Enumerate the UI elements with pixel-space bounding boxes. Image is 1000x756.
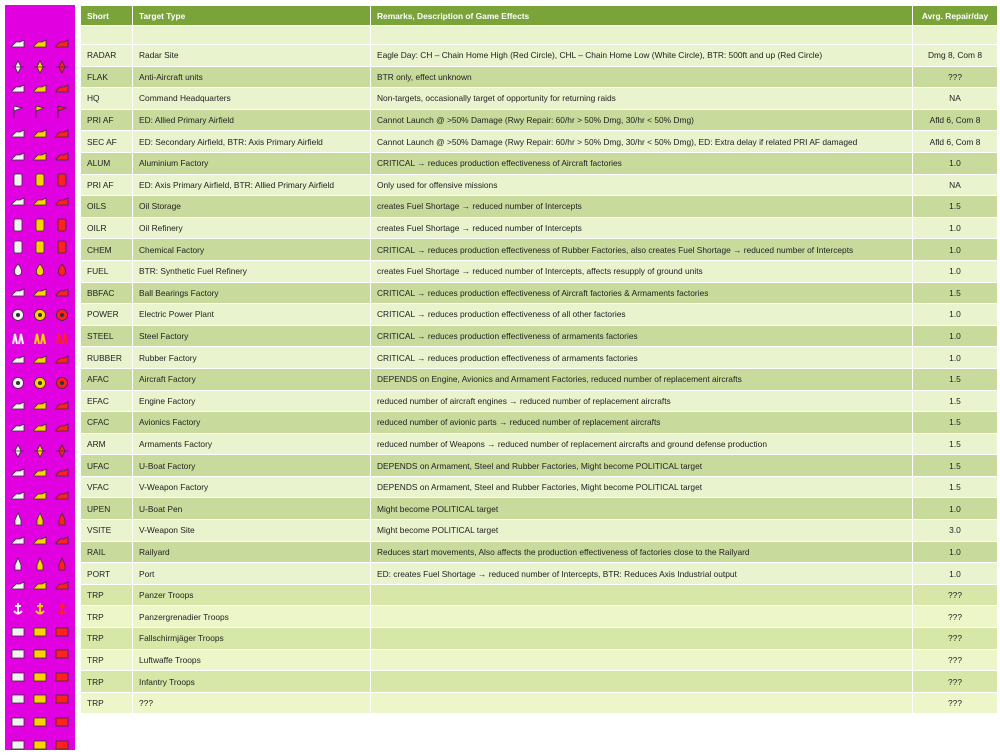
header-target-type: Target Type <box>133 6 370 25</box>
icon-row <box>5 56 75 79</box>
cell-remarks: Non-targets, occasionally target of opportunity for returning raids <box>371 88 912 109</box>
vweapon-factory-icon <box>11 512 25 526</box>
cell-remarks: BTR only, effect unknown <box>371 67 912 88</box>
cell-target-type: U-Boat Factory <box>133 455 370 476</box>
cell-remarks: creates Fuel Shortage → reduced number of Intercepts <box>371 196 912 217</box>
aluminium-barrel-icon <box>55 173 69 187</box>
airfield-aircraft-icon <box>11 195 25 209</box>
cell-repair: 1.5 <box>913 412 997 433</box>
cell-short: UPEN <box>81 498 132 519</box>
vweapon-site-icon <box>33 557 47 571</box>
uboat-pen-icon <box>11 534 25 548</box>
aircraft-icon <box>33 37 47 51</box>
avionics-icon <box>55 444 69 458</box>
table-row <box>81 520 997 541</box>
infantry-troops-icon <box>33 715 47 729</box>
cell-repair: Dmg 8, Com 8 <box>913 45 997 66</box>
cell-target-type: Ball Bearings Factory <box>133 283 370 304</box>
aircraft-icon <box>55 37 69 51</box>
cell-repair: ??? <box>913 671 997 692</box>
ball-bearing-icon <box>11 308 25 322</box>
cell-remarks: Reduces start movements, Also affects the production effectiveness of factories close to the Railyard <box>371 542 912 563</box>
cell-repair: 1.0 <box>913 563 997 584</box>
vweapon-factory-icon <box>33 512 47 526</box>
fuel-icon <box>33 286 47 300</box>
oil-storage-icon <box>11 218 25 232</box>
icon-row <box>5 101 75 124</box>
table-row <box>81 434 997 455</box>
cell-target-type: Aluminium Factory <box>133 153 370 174</box>
unknown-troops-icon <box>55 738 69 752</box>
cell-target-type: Oil Storage <box>133 196 370 217</box>
cell-remarks: CRITICAL → reduces production effectiveness of Rubber Factories, also creates Fuel Shortage → reduced number of Intercepts <box>371 239 912 260</box>
cell-short: TRP <box>81 585 132 606</box>
table-row <box>81 477 997 498</box>
table-row <box>81 26 997 44</box>
icon-row <box>5 191 75 214</box>
cell-short: STEEL <box>81 326 132 347</box>
cell-target-type: Port <box>133 563 370 584</box>
uboat-pen-icon <box>33 534 47 548</box>
cell-short: AFAC <box>81 369 132 390</box>
avionics-icon <box>33 444 47 458</box>
icon-row <box>5 327 75 350</box>
cell-short: CFAC <box>81 412 132 433</box>
table-row <box>81 88 997 109</box>
fallschirmjaeger-troops-icon <box>11 670 25 684</box>
cell-short: PRI AF <box>81 110 132 131</box>
cell-short: TRP <box>81 693 132 714</box>
engine-factory-icon <box>33 421 47 435</box>
cell-remarks: DEPENDS on Engine, Avionics and Armament Factories, reduced number of replacement aircrafts <box>371 369 912 390</box>
cell-short: ALUM <box>81 153 132 174</box>
icon-row <box>5 417 75 440</box>
cell-short: RAIL <box>81 542 132 563</box>
panzer-troops-icon <box>11 625 25 639</box>
cell-short: OILR <box>81 218 132 239</box>
table-row <box>81 650 997 671</box>
cell-remarks: Only used for offensive missions <box>371 175 912 196</box>
hq-flag-icon <box>55 105 69 119</box>
railyard-icon <box>55 579 69 593</box>
cell-repair: ??? <box>913 606 997 627</box>
table-row <box>81 455 997 476</box>
target-icon-column <box>5 5 75 750</box>
aircraft-factory-icon <box>55 399 69 413</box>
radar-icon <box>33 60 47 74</box>
cell-target-type: ED: Allied Primary Airfield <box>133 110 370 131</box>
luftwaffe-troops-icon <box>33 692 47 706</box>
table-row <box>81 563 997 584</box>
table-row <box>81 693 997 714</box>
luftwaffe-troops-icon <box>55 692 69 706</box>
cell-repair: ??? <box>913 693 997 714</box>
table-row <box>81 606 997 627</box>
cell-repair: 1.5 <box>913 455 997 476</box>
cell-target-type: Engine Factory <box>133 391 370 412</box>
vweapon-factory-icon <box>55 512 69 526</box>
cell-target-type: Anti-Aircraft units <box>133 67 370 88</box>
cell-repair: 1.0 <box>913 326 997 347</box>
cell-short: UFAC <box>81 455 132 476</box>
cell-remarks <box>371 628 912 649</box>
cell-remarks <box>371 671 912 692</box>
armaments-icon <box>33 466 47 480</box>
rubber-icon <box>55 376 69 390</box>
cell-short: VFAC <box>81 477 132 498</box>
cell-remarks: CRITICAL → reduces production effectiveness of armaments factories <box>371 347 912 368</box>
cell-target-type: Rubber Factory <box>133 347 370 368</box>
oil-refinery-icon <box>11 240 25 254</box>
table-row <box>81 196 997 217</box>
cell-target-type: Radar Site <box>133 45 370 66</box>
table-row <box>81 67 997 88</box>
icon-row <box>5 33 75 56</box>
cell-remarks: Cannot Launch @ >50% Damage (Rwy Repair: 60/hr > 50% Dmg, 30/hr < 50% Dmg) <box>371 110 912 131</box>
cell-remarks <box>371 650 912 671</box>
oil-storage-icon <box>55 218 69 232</box>
icon-row <box>5 666 75 689</box>
cell-short: RADAR <box>81 45 132 66</box>
cell-short: BBFAC <box>81 283 132 304</box>
primary-airfield-icon <box>11 127 25 141</box>
engine-factory-icon <box>55 421 69 435</box>
fallschirmjaeger-troops-icon <box>33 670 47 684</box>
cell-target-type: ED: Secondary Airfield, BTR: Axis Primary Airfield <box>133 131 370 152</box>
cell-repair: ??? <box>913 67 997 88</box>
cell-remarks <box>371 693 912 714</box>
cell-target-type: Railyard <box>133 542 370 563</box>
cell-repair: ??? <box>913 628 997 649</box>
icon-row <box>5 169 75 192</box>
vweapon-site-icon <box>55 557 69 571</box>
port-anchor-icon <box>55 602 69 616</box>
header-remarks: Remarks, Description of Game Effects <box>371 6 912 25</box>
cell-repair: Afld 6, Com 8 <box>913 131 997 152</box>
cell-remarks: reduced number of aircraft engines → reduced number of replacement aircrafts <box>371 391 912 412</box>
cell-repair: 1.0 <box>913 153 997 174</box>
panzer-troops-icon <box>33 625 47 639</box>
icon-row <box>5 282 75 305</box>
fuel-icon <box>11 286 25 300</box>
cell-remarks: creates Fuel Shortage → reduced number of Intercepts, affects resupply of ground units <box>371 261 912 282</box>
cell-target-type: V-Weapon Site <box>133 520 370 541</box>
cell-target-type: Armaments Factory <box>133 434 370 455</box>
panzergrenadier-troops-icon <box>55 647 69 661</box>
table-row <box>81 671 997 692</box>
oil-refinery-icon <box>55 240 69 254</box>
chemical-flame-icon <box>55 263 69 277</box>
cell-target-type: Panzergrenadier Troops <box>133 606 370 627</box>
table-row <box>81 585 997 606</box>
primary-airfield-icon <box>55 127 69 141</box>
oil-refinery-icon <box>33 240 47 254</box>
cell-target-type: Panzer Troops <box>133 585 370 606</box>
aluminium-barrel-icon <box>11 173 25 187</box>
cell-repair: 1.5 <box>913 369 997 390</box>
icon-row <box>5 146 75 169</box>
table-row <box>81 391 997 412</box>
radar-icon <box>55 60 69 74</box>
power-plant-icon <box>33 331 47 345</box>
cell-repair: 1.0 <box>913 239 997 260</box>
cell-short: SEC AF <box>81 131 132 152</box>
chemical-flame-icon <box>11 263 25 277</box>
cell-target-type: Luftwaffe Troops <box>133 650 370 671</box>
cell-target-type <box>133 26 370 44</box>
fuel-icon <box>55 286 69 300</box>
ball-bearing-icon <box>55 308 69 322</box>
power-plant-icon <box>55 331 69 345</box>
cell-remarks <box>371 606 912 627</box>
table-row <box>81 347 997 368</box>
primary-airfield-icon <box>33 127 47 141</box>
cell-repair <box>913 26 997 44</box>
vweapon-site-icon <box>11 557 25 571</box>
table-row <box>81 175 997 196</box>
aluminium-barrel-icon <box>33 173 47 187</box>
icon-row <box>5 462 75 485</box>
table-row <box>81 110 997 131</box>
infantry-troops-icon <box>11 715 25 729</box>
icon-row <box>5 440 75 463</box>
icon-row <box>5 621 75 644</box>
cell-short: HQ <box>81 88 132 109</box>
cell-target-type: Command Headquarters <box>133 88 370 109</box>
cell-target-type: Oil Refinery <box>133 218 370 239</box>
flak-icon <box>55 82 69 96</box>
chemical-flame-icon <box>33 263 47 277</box>
oil-storage-icon <box>33 218 47 232</box>
cell-repair: NA <box>913 88 997 109</box>
panzergrenadier-troops-icon <box>33 647 47 661</box>
cell-remarks: Might become POLITICAL target <box>371 520 912 541</box>
cell-target-type: Steel Factory <box>133 326 370 347</box>
table-row <box>81 45 997 66</box>
cell-repair: 1.0 <box>913 218 997 239</box>
cell-target-type: U-Boat Pen <box>133 498 370 519</box>
cell-repair: Afld 6, Com 8 <box>913 110 997 131</box>
table-row <box>81 326 997 347</box>
port-anchor-icon <box>11 602 25 616</box>
cell-repair: 3.0 <box>913 520 997 541</box>
table-header <box>81 6 997 25</box>
cell-repair: 1.5 <box>913 391 997 412</box>
flak-icon <box>11 82 25 96</box>
icon-row <box>5 688 75 711</box>
hq-flag-icon <box>11 105 25 119</box>
aircraft-factory-icon <box>11 399 25 413</box>
cell-remarks: Cannot Launch @ >50% Damage (Rwy Repair: 60/hr > 50% Dmg, 30/hr < 50% Dmg), ED: Extra delay if related PRI AF damaged <box>371 131 912 152</box>
power-plant-icon <box>11 331 25 345</box>
cell-short: EFAC <box>81 391 132 412</box>
icon-row <box>5 485 75 508</box>
cell-remarks <box>371 585 912 606</box>
uboat-pen-icon <box>55 534 69 548</box>
cell-repair: ??? <box>913 650 997 671</box>
railyard-icon <box>33 579 47 593</box>
rubber-icon <box>11 376 25 390</box>
cell-target-type: Electric Power Plant <box>133 304 370 325</box>
cell-target-type: ??? <box>133 693 370 714</box>
rubber-icon <box>33 376 47 390</box>
cell-short: RUBBER <box>81 347 132 368</box>
radar-icon <box>11 60 25 74</box>
icon-row <box>5 236 75 259</box>
secondary-airfield-icon <box>55 150 69 164</box>
icon-row <box>5 78 75 101</box>
cell-short: TRP <box>81 606 132 627</box>
table-row <box>81 498 997 519</box>
cell-target-type: ED: Axis Primary Airfield, BTR: Allied Primary Airfield <box>133 175 370 196</box>
cell-target-type: Fallschirmjäger Troops <box>133 628 370 649</box>
armaments-icon <box>11 466 25 480</box>
secondary-airfield-icon <box>33 150 47 164</box>
steel-icon <box>11 353 25 367</box>
unknown-troops-icon <box>33 738 47 752</box>
icon-row <box>5 508 75 531</box>
railyard-icon <box>11 579 25 593</box>
icon-row <box>5 349 75 372</box>
cell-repair: NA <box>913 175 997 196</box>
luftwaffe-troops-icon <box>11 692 25 706</box>
table-row <box>81 542 997 563</box>
cell-target-type: V-Weapon Factory <box>133 477 370 498</box>
icon-row <box>5 530 75 553</box>
table-row <box>81 304 997 325</box>
header-repair: Avrg. Repair/day <box>913 6 997 25</box>
airfield-aircraft-icon <box>55 195 69 209</box>
engine-factory-icon <box>11 421 25 435</box>
cell-remarks: CRITICAL → reduces production effectiveness of all other factories <box>371 304 912 325</box>
cell-short: OILS <box>81 196 132 217</box>
icon-row <box>5 372 75 395</box>
cell-short: CHEM <box>81 239 132 260</box>
icon-row <box>5 395 75 418</box>
cell-remarks: reduced number of avionic parts → reduced number of replacement aircrafts <box>371 412 912 433</box>
cell-repair: 1.0 <box>913 304 997 325</box>
cell-short: FUEL <box>81 261 132 282</box>
icon-row <box>5 643 75 666</box>
header-short: Short <box>81 6 132 25</box>
ball-bearing-icon <box>33 308 47 322</box>
table-row <box>81 153 997 174</box>
cell-target-type: Avionics Factory <box>133 412 370 433</box>
steel-icon <box>33 353 47 367</box>
avionics-icon <box>11 444 25 458</box>
icon-row <box>5 259 75 282</box>
icon-row <box>5 711 75 734</box>
cell-target-type: BTR: Synthetic Fuel Refinery <box>133 261 370 282</box>
icon-row <box>5 123 75 146</box>
target-table <box>80 5 998 714</box>
cell-repair: 1.0 <box>913 347 997 368</box>
table-row <box>81 283 997 304</box>
table-row <box>81 261 997 282</box>
cell-target-type: Infantry Troops <box>133 671 370 692</box>
panzergrenadier-troops-icon <box>11 647 25 661</box>
table-row <box>81 628 997 649</box>
cell-remarks: reduced number of Weapons → reduced number of replacement aircrafts and ground defense production <box>371 434 912 455</box>
cell-repair: 1.5 <box>913 196 997 217</box>
secondary-airfield-icon <box>11 150 25 164</box>
port-anchor-icon <box>33 602 47 616</box>
table-row <box>81 131 997 152</box>
cell-remarks: CRITICAL → reduces production effectiveness of Aircraft factories & Armaments factories <box>371 283 912 304</box>
cell-short: TRP <box>81 671 132 692</box>
table-row <box>81 369 997 390</box>
cell-remarks: CRITICAL → reduces production effectiveness of Aircraft factories <box>371 153 912 174</box>
cell-short: POWER <box>81 304 132 325</box>
cell-short: TRP <box>81 628 132 649</box>
cell-short: ARM <box>81 434 132 455</box>
cell-remarks: ED: creates Fuel Shortage → reduced number of Intercepts, BTR: Reduces Axis Industrial output <box>371 563 912 584</box>
cell-remarks: creates Fuel Shortage → reduced number of Intercepts <box>371 218 912 239</box>
table-row <box>81 412 997 433</box>
icon-row <box>5 214 75 237</box>
cell-repair: 1.0 <box>913 542 997 563</box>
cell-remarks: CRITICAL → reduces production effectiveness of armaments factories <box>371 326 912 347</box>
cell-short: VSITE <box>81 520 132 541</box>
cell-target-type: Aircraft Factory <box>133 369 370 390</box>
cell-repair: 1.5 <box>913 434 997 455</box>
flak-icon <box>33 82 47 96</box>
uboat-factory-icon <box>33 489 47 503</box>
uboat-factory-icon <box>11 489 25 503</box>
icon-row <box>5 598 75 621</box>
cell-short: PRI AF <box>81 175 132 196</box>
cell-repair: 1.5 <box>913 283 997 304</box>
airfield-aircraft-icon <box>33 195 47 209</box>
cell-target-type: Chemical Factory <box>133 239 370 260</box>
icon-row <box>5 553 75 576</box>
unknown-troops-icon <box>11 738 25 752</box>
cell-repair: 1.0 <box>913 261 997 282</box>
cell-short: FLAK <box>81 67 132 88</box>
cell-short: TRP <box>81 650 132 671</box>
hq-flag-icon <box>33 105 47 119</box>
cell-short: PORT <box>81 563 132 584</box>
icon-row <box>5 575 75 598</box>
panzer-troops-icon <box>55 625 69 639</box>
aircraft-icon <box>11 37 25 51</box>
cell-remarks <box>371 26 912 44</box>
cell-remarks: DEPENDS on Armament, Steel and Rubber Factories, Might become POLITICAL target <box>371 455 912 476</box>
cell-repair: 1.0 <box>913 498 997 519</box>
fallschirmjaeger-troops-icon <box>55 670 69 684</box>
cell-repair: ??? <box>913 585 997 606</box>
aircraft-factory-icon <box>33 399 47 413</box>
cell-remarks: DEPENDS on Armament, Steel and Rubber Factories, Might become POLITICAL target <box>371 477 912 498</box>
icon-row <box>5 304 75 327</box>
cell-short <box>81 26 132 44</box>
uboat-factory-icon <box>55 489 69 503</box>
cell-repair: 1.5 <box>913 477 997 498</box>
infantry-troops-icon <box>55 715 69 729</box>
steel-icon <box>55 353 69 367</box>
table-row <box>81 239 997 260</box>
cell-remarks: Eagle Day: CH – Chain Home High (Red Circle), CHL – Chain Home Low (White Circle), BTR: 500ft and up (Red Circle) <box>371 45 912 66</box>
armaments-icon <box>55 466 69 480</box>
table-row <box>81 218 997 239</box>
cell-remarks: Might become POLITICAL target <box>371 498 912 519</box>
